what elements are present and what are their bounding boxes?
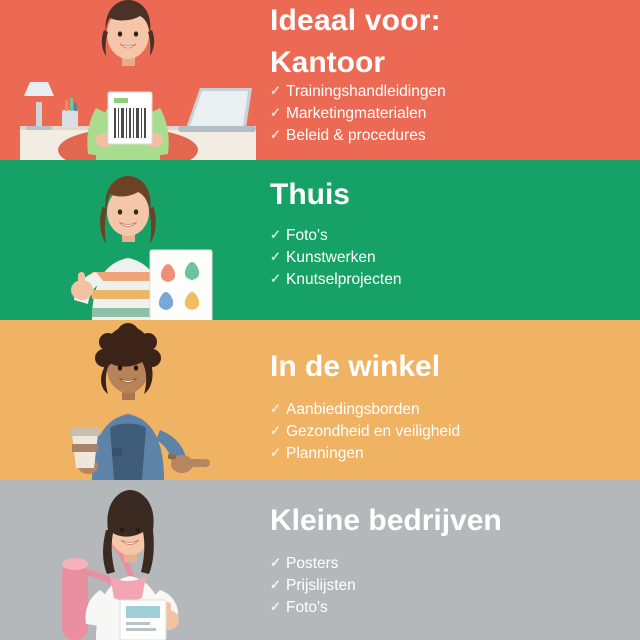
list-item-label: Foto's — [286, 227, 328, 244]
content-thuis — [256, 160, 640, 291]
check-icon: ✓ — [270, 401, 281, 416]
list-item — [270, 553, 630, 575]
content-kleine-bedrijven — [256, 480, 640, 619]
section-kleine-bedrijven — [0, 480, 640, 640]
list-item-label: Planningen — [286, 445, 364, 462]
list-item-label: Posters — [286, 555, 339, 572]
woman-with-yoga-mat-thumbs-up-illustration — [0, 480, 256, 640]
list-item-label: Gezondheid en veiligheid — [286, 423, 461, 440]
check-icon: ✓ — [270, 555, 281, 570]
list-item — [270, 597, 630, 619]
list-item — [270, 247, 630, 269]
list-item-label: Marketingmaterialen — [286, 104, 427, 122]
bullet-list-kantoor — [270, 81, 630, 147]
check-icon: ✓ — [270, 271, 281, 286]
bullet-list-kleine-bedrijven — [270, 553, 630, 619]
list-item — [270, 269, 630, 291]
check-icon: ✓ — [270, 126, 281, 142]
list-item — [270, 125, 630, 147]
section-title-in-de-winkel: In de winkel — [270, 350, 441, 383]
list-item-label: Prijslijsten — [286, 577, 356, 594]
list-item — [270, 421, 630, 443]
list-item-label: Knutselprojecten — [286, 271, 402, 288]
list-item — [270, 103, 630, 125]
check-icon: ✓ — [270, 227, 281, 242]
woman-with-coffee-cup-pointing-illustration — [0, 320, 256, 480]
list-item-label: Kunstwerken — [286, 249, 376, 266]
list-item — [270, 225, 630, 247]
check-icon: ✓ — [270, 577, 281, 592]
list-item-label: Trainingshandleidingen — [286, 82, 446, 100]
list-item — [270, 443, 630, 465]
check-icon: ✓ — [270, 249, 281, 264]
bullet-list-thuis — [270, 225, 630, 291]
check-icon: ✓ — [270, 104, 281, 120]
section-title-kleine-bedrijven: Kleine bedrijven — [270, 504, 502, 537]
list-item-label: Foto's — [286, 599, 328, 616]
check-icon: ✓ — [270, 599, 281, 614]
photo-kantoor — [0, 0, 256, 160]
list-item-label: Beleid & procedures — [286, 126, 426, 144]
woman-holding-printed-document-illustration — [0, 0, 256, 160]
photo-in-de-winkel — [0, 320, 256, 480]
list-item-label: Aanbiedingsborden — [286, 401, 420, 418]
content-in-de-winkel — [256, 320, 640, 465]
section-kantoor — [0, 0, 640, 160]
poster-headline: Ideaal voor: — [270, 4, 441, 37]
check-icon: ✓ — [270, 423, 281, 438]
content-kantoor — [256, 0, 640, 147]
check-icon: ✓ — [270, 445, 281, 460]
bullet-list-in-de-winkel — [270, 399, 630, 465]
photo-kleine-bedrijven — [0, 480, 256, 640]
section-thuis — [0, 160, 640, 320]
section-title-kantoor: Kantoor — [270, 45, 385, 79]
photo-thuis — [0, 160, 256, 320]
girl-thumbs-up-holding-handprint-artwork-illustration — [0, 160, 256, 320]
section-in-de-winkel — [0, 320, 640, 480]
list-item — [270, 575, 630, 597]
list-item — [270, 399, 630, 421]
check-icon: ✓ — [270, 82, 281, 98]
section-title-thuis: Thuis — [270, 178, 350, 211]
list-item — [270, 81, 630, 103]
